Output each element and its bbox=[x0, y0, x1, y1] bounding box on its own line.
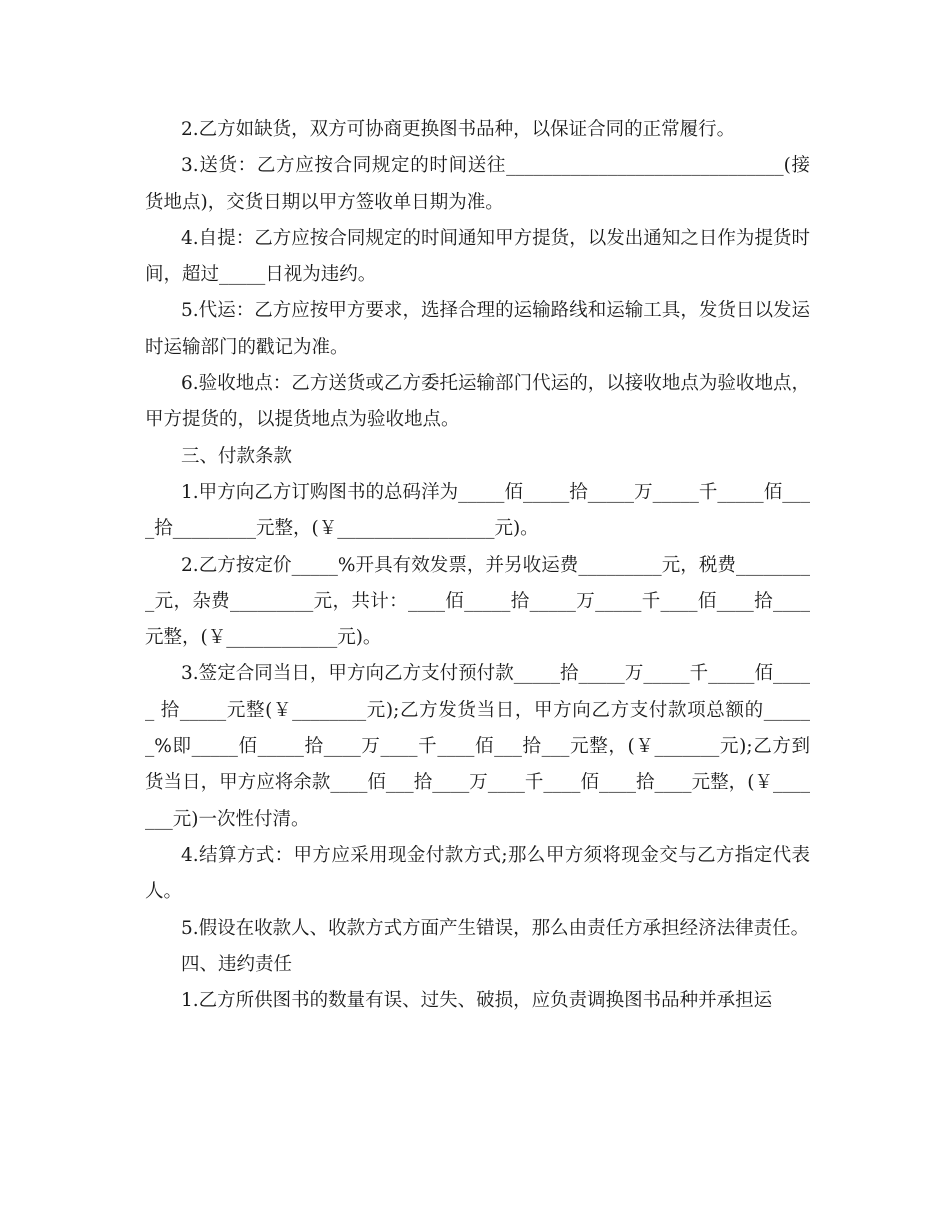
section-heading-payment: 三、付款条款 bbox=[181, 445, 293, 467]
section-heading-liability: 四、违约责任 bbox=[181, 953, 293, 975]
payment-clause-4-settlement: 4.结算方式：甲方应采用现金付款方式;那么甲方须将现金交与乙方指定代表人。 bbox=[145, 844, 810, 903]
clause-4-pickup: 4.自提：乙方应按合同规定的时间通知甲方提货，以发出通知之日作为提货时间，超过_____日视为违约。 bbox=[145, 227, 810, 286]
payment-clause-5-errors: 5.假设在收款人、收款方式方面产生错误，那么由责任方承担经济法律责任。 bbox=[181, 917, 810, 939]
contract-body bbox=[145, 112, 810, 1019]
payment-clause-1-total: 1.甲方向乙方订购图书的总码洋为_____佰_____拾_____万_____千_____佰____拾_________元整，(￥_________________元)。 bbox=[145, 481, 810, 540]
payment-clause-3-schedule: 3.签定合同当日，甲方向乙方支付预付款_____拾_____万_____千_____佰_____ 拾_____元整(￥________元);乙方发货当日，甲方向乙方支付款项总额的______%即_____佰_____拾____万____千____佰___拾___元整，(￥_______元);乙方到货当日，甲方应将余款____佰___拾____万____千____佰____拾____元整，(￥_______元)一次性付清。 bbox=[145, 663, 810, 830]
clause-6-inspection-site: 6.验收地点：乙方送货或乙方委托运输部门代运的，以接收地点为验收地点，甲方提货的，以提货地点为验收地点。 bbox=[145, 373, 810, 431]
clause-3-delivery: 3.送货：乙方应按合同规定的时间送往______________________________(接货地点)，交货日期以甲方签收单日期为准。 bbox=[145, 155, 810, 213]
clause-5-shipping: 5.代运：乙方应按甲方要求，选择合理的运输路线和运输工具，发货日以发运时运输部门的戳记为准。 bbox=[145, 300, 810, 358]
payment-clause-2-invoice: 2.乙方按定价_____%开具有效发票，并另收运费_________元，税费_________元，杂费_________元，共计：____佰_____拾_____万_____千____佰____拾____元整，(￥____________元)。 bbox=[145, 554, 810, 649]
clause-2-shortage: 2.乙方如缺货，双方可协商更换图书品种，以保证合同的正常履行。 bbox=[181, 119, 736, 140]
liability-clause-1: 1.乙方所供图书的数量有误、过失、破损，应负责调换图书品种并承担运 bbox=[181, 990, 773, 1012]
